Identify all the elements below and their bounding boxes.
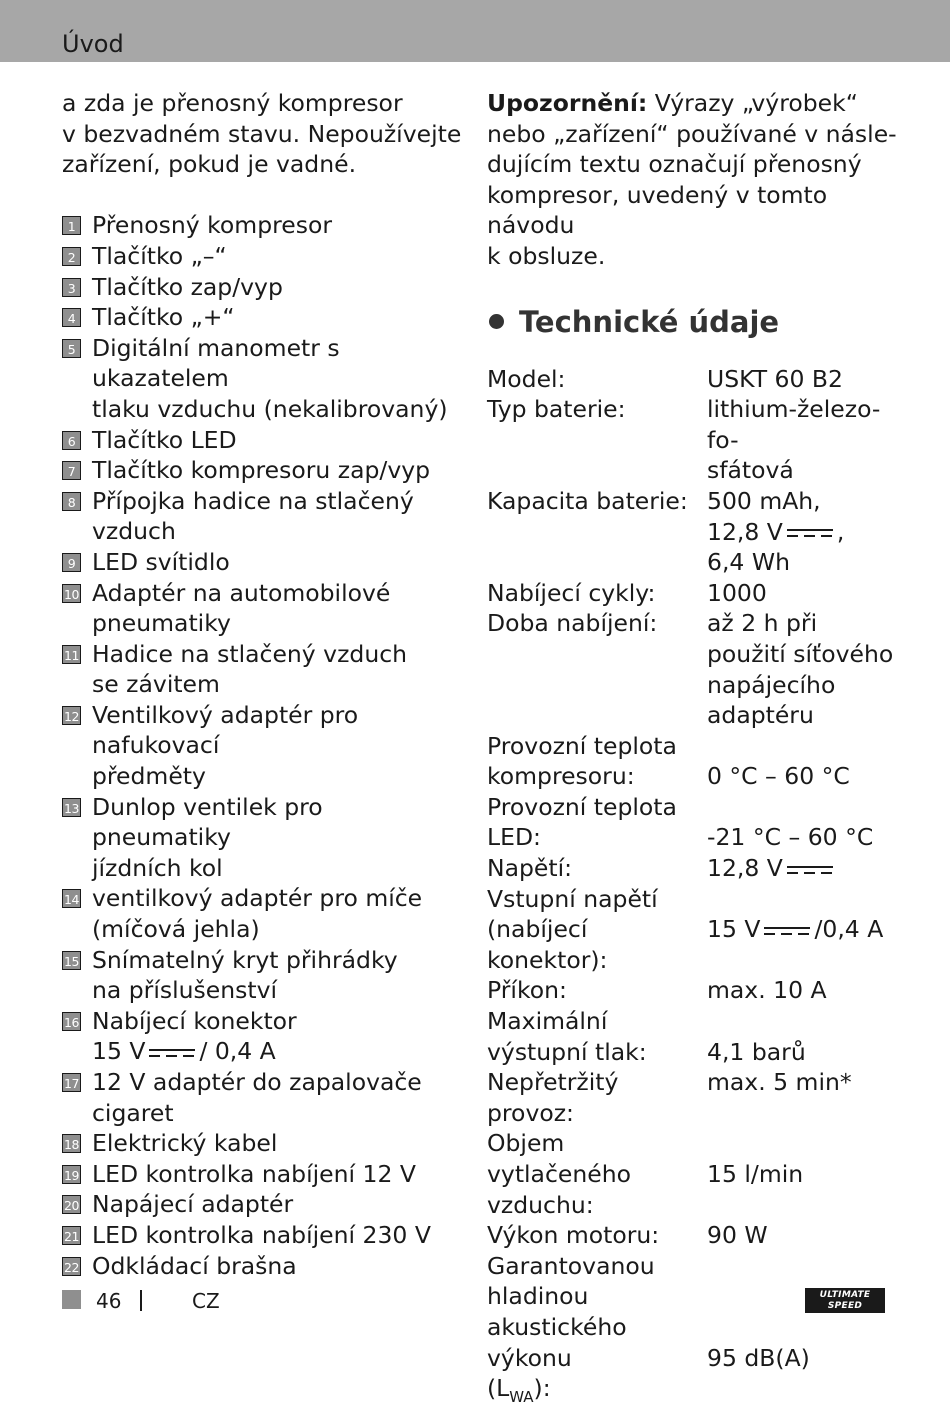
notice-text: k obsluze.	[487, 241, 606, 270]
spec-label-cont: LED:	[487, 823, 541, 852]
spec-value-cont: 6,4 Wh	[707, 548, 790, 577]
parts-list-item	[62, 1006, 467, 1067]
part-number-badge: 5	[62, 339, 81, 358]
part-description-cont: předměty	[92, 762, 206, 791]
spec-row	[487, 608, 907, 730]
part-number-badge: 19	[62, 1165, 81, 1184]
spec-label-cont: výstupní tlak:	[487, 1037, 647, 1066]
part-number-badge: 1	[62, 216, 81, 235]
part-number-badge: 15	[62, 951, 81, 970]
spec-value: 4,1 barů	[707, 1037, 806, 1066]
part-description: Ventilkový adaptér pro nafukovací	[92, 700, 359, 760]
part-description: Tlačítko LED	[92, 425, 237, 454]
spec-value: 95 dB(A)	[707, 1343, 810, 1372]
spec-table	[487, 364, 907, 1413]
spec-value: -21 °C – 60 °C	[707, 823, 874, 852]
part-description-cont: (míčová jehla)	[92, 915, 260, 944]
part-number-badge: 18	[62, 1134, 81, 1153]
part-description: LED kontrolka nabíjení 230 V	[92, 1220, 431, 1249]
parts-list-item	[62, 425, 467, 456]
part-number-badge: 3	[62, 278, 81, 297]
parts-list-item	[62, 1159, 467, 1190]
section-heading	[487, 302, 907, 342]
parts-list-item	[62, 639, 467, 700]
parts-list-item	[62, 210, 467, 241]
spec-value: max. 10 A	[707, 976, 827, 1005]
part-description: Tlačítko zap/vyp	[92, 272, 283, 301]
logo-text: SPEED	[827, 1301, 863, 1311]
intro-line: zařízení, pokud je vadné.	[62, 150, 357, 179]
part-description: Napájecí adaptér	[92, 1190, 294, 1219]
parts-list-item	[62, 1067, 467, 1128]
spec-value-voltage: 12,8 V	[707, 517, 783, 546]
parts-list-item	[62, 1189, 467, 1220]
parts-list-item	[62, 486, 467, 547]
part-description-cont: vzduch	[92, 517, 176, 546]
part-number-badge: 4	[62, 308, 81, 327]
part-description: ventilkový adaptér pro míče	[92, 884, 423, 913]
part-number-badge: 17	[62, 1073, 81, 1092]
part-description: Tlačítko „–“	[92, 241, 227, 270]
part-number-badge: 10	[62, 584, 81, 603]
dc-symbol-icon	[764, 924, 810, 938]
part-description: Digitální manometr s ukazatelem	[92, 333, 340, 393]
spec-value: max. 5 min*	[707, 1068, 852, 1097]
spec-label-lwa-open: (L	[487, 1374, 510, 1403]
part-description: Adaptér na automobilové	[92, 578, 391, 607]
spec-row	[487, 394, 907, 486]
parts-list-item	[62, 302, 467, 333]
spec-value-cont: napájecího	[707, 670, 836, 699]
spec-row	[487, 578, 907, 609]
notice-text: dujícím textu označují přenosný	[487, 150, 862, 179]
spec-label-cont: vzduchu:	[487, 1190, 594, 1219]
spec-value: až 2 h při	[707, 609, 818, 638]
part-number-badge: 7	[62, 461, 81, 480]
spec-value: 12,8 V	[707, 854, 783, 883]
spec-value: 0 °C – 60 °C	[707, 762, 850, 791]
spec-value-comma: ,	[836, 517, 845, 546]
part-number-badge: 21	[62, 1226, 81, 1245]
spec-value: USKT 60 B2	[707, 364, 843, 393]
parts-list-item	[62, 333, 467, 425]
spec-label: Napětí:	[487, 854, 573, 883]
footer-separator	[140, 1290, 142, 1311]
left-column	[62, 88, 467, 1281]
part-number-badge: 12	[62, 706, 81, 725]
spec-label-lwa-sub: WA	[509, 1388, 534, 1407]
notice-paragraph	[487, 88, 907, 272]
part-description: Přípojka hadice na stlačený	[92, 486, 414, 515]
spec-row	[487, 1067, 907, 1128]
spec-label: Garantovanou	[487, 1251, 655, 1280]
right-column	[487, 88, 907, 1413]
part-description-cont: na příslušenství	[92, 976, 278, 1005]
parts-list	[62, 210, 467, 1281]
part-number-badge: 6	[62, 431, 81, 450]
spec-label: Příkon:	[487, 976, 567, 1005]
page-number: 46	[96, 1289, 122, 1313]
spec-row	[487, 731, 907, 792]
spec-value: 15 V	[707, 915, 761, 944]
dc-symbol-icon	[787, 863, 833, 877]
spec-value: lithium-železo-fo-	[707, 395, 881, 454]
part-number-badge: 14	[62, 889, 81, 908]
part-description: Tlačítko „+“	[92, 303, 235, 332]
spec-value-cont: použití síťového	[707, 639, 894, 668]
spec-row	[487, 853, 907, 884]
dc-symbol-icon	[149, 1046, 195, 1060]
bullet-icon	[489, 314, 504, 329]
part-number-badge: 11	[62, 645, 81, 664]
spec-label: Provozní teplota	[487, 731, 677, 760]
part-description: LED svítidlo	[92, 547, 230, 576]
part-description: LED kontrolka nabíjení 12 V	[92, 1159, 416, 1188]
logo-text: ULTIMATE	[819, 1290, 871, 1300]
part-description: Dunlop ventilek pro pneumatiky	[92, 792, 323, 852]
parts-list-item	[62, 578, 467, 639]
notice-text: Výrazy „výrobek“	[647, 89, 858, 117]
spec-label: Maximální	[487, 1007, 608, 1036]
spec-row	[487, 486, 907, 578]
part-description-cont: tlaku vzduchu (nekalibrovaný)	[92, 394, 448, 423]
parts-list-item	[62, 883, 467, 944]
spec-value: 90 W	[707, 1221, 768, 1250]
parts-list-item	[62, 547, 467, 578]
parts-list-item	[62, 945, 467, 1006]
part-description: Tlačítko kompresoru zap/vyp	[92, 456, 431, 485]
spec-value-cont: sfátová	[707, 456, 794, 485]
part-description: Nabíjecí konektor	[92, 1006, 297, 1035]
spec-value: 15 l/min	[707, 1160, 804, 1188]
part-number-badge: 22	[62, 1257, 81, 1276]
dc-symbol-icon	[787, 526, 833, 540]
part-description: Hadice na stlačený vzduch	[92, 639, 408, 668]
spec-label: Doba nabíjení:	[487, 609, 658, 638]
spec-label-cont: hladinou	[487, 1282, 589, 1311]
page-header	[0, 0, 950, 62]
spec-row	[487, 1128, 907, 1220]
part-number-badge: 16	[62, 1012, 81, 1031]
part-description-cont: pneumatiky	[92, 609, 231, 638]
spec-label: Kapacita baterie:	[487, 486, 688, 515]
spec-label: Nepřetržitý provoz:	[487, 1068, 619, 1127]
language-code: CZ	[192, 1289, 220, 1313]
parts-list-item	[62, 1128, 467, 1159]
parts-list-item	[62, 792, 467, 884]
spec-row	[487, 792, 907, 853]
spec-value-cont: adaptéru	[707, 701, 814, 730]
brand-logo	[805, 1288, 885, 1313]
part-description-cont: se závitem	[92, 670, 220, 699]
spec-label: Nabíjecí cykly:	[487, 578, 656, 607]
intro-line: v bezvadném stavu. Nepoužívejte	[62, 119, 462, 148]
parts-list-item	[62, 700, 467, 792]
part-description: 12 V adaptér do zapalovače	[92, 1068, 422, 1096]
intro-paragraph	[62, 88, 467, 180]
spec-value: 500 mAh,	[707, 486, 821, 515]
spec-label-cont: kompresoru:	[487, 762, 635, 791]
spec-label-lwa-close: ):	[533, 1374, 551, 1403]
spec-label: Objem vytlačeného	[487, 1129, 631, 1188]
parts-list-item	[62, 1251, 467, 1282]
spec-row	[487, 975, 907, 1006]
part-rating-voltage: 15 V	[92, 1037, 146, 1066]
spec-label: Vstupní napětí	[487, 884, 658, 913]
part-number-badge: 9	[62, 553, 81, 572]
spec-row	[487, 1006, 907, 1067]
part-description: Odkládací brašna	[92, 1251, 297, 1280]
parts-list-item	[62, 455, 467, 486]
notice-text: nebo „zařízení“ používané v násle-	[487, 119, 897, 148]
spec-label-cont: akustického výkonu	[487, 1312, 627, 1372]
part-number-badge: 2	[62, 247, 81, 266]
spec-row	[487, 1220, 907, 1251]
part-rating-current: / 0,4 A	[199, 1037, 276, 1066]
part-description-cont: jízdních kol	[92, 853, 223, 882]
part-description: Snímatelný kryt přihrádky	[92, 945, 398, 974]
spec-value-current: /0,4 A	[814, 915, 884, 944]
spec-row	[487, 364, 907, 395]
footer-square-mark	[62, 1290, 81, 1309]
spec-value: 1000	[707, 578, 767, 607]
intro-line: a zda je přenosný kompresor	[62, 89, 403, 117]
notice-text: kompresor, uvedený v tomto návodu	[487, 180, 828, 240]
header-title: Úvod	[62, 30, 124, 58]
part-description: Elektrický kabel	[92, 1129, 278, 1158]
notice-label: Upozornění:	[487, 89, 648, 117]
spec-label: Typ baterie:	[487, 395, 626, 424]
part-number-badge: 20	[62, 1195, 81, 1214]
spec-row	[487, 1251, 907, 1413]
spec-label: Model:	[487, 364, 566, 393]
part-description: Přenosný kompresor	[92, 211, 332, 240]
spec-label: Výkon motoru:	[487, 1221, 660, 1250]
section-title: Technické údaje	[519, 304, 780, 339]
spec-label-cont: (nabíjecí konektor):	[487, 915, 608, 974]
spec-row	[487, 884, 907, 976]
spec-label: Provozní teplota	[487, 792, 677, 821]
parts-list-item	[62, 272, 467, 303]
parts-list-item	[62, 241, 467, 272]
part-number-badge: 8	[62, 492, 81, 511]
parts-list-item	[62, 1220, 467, 1251]
part-description-cont: cigaret	[92, 1098, 174, 1127]
part-number-badge: 13	[62, 798, 81, 817]
